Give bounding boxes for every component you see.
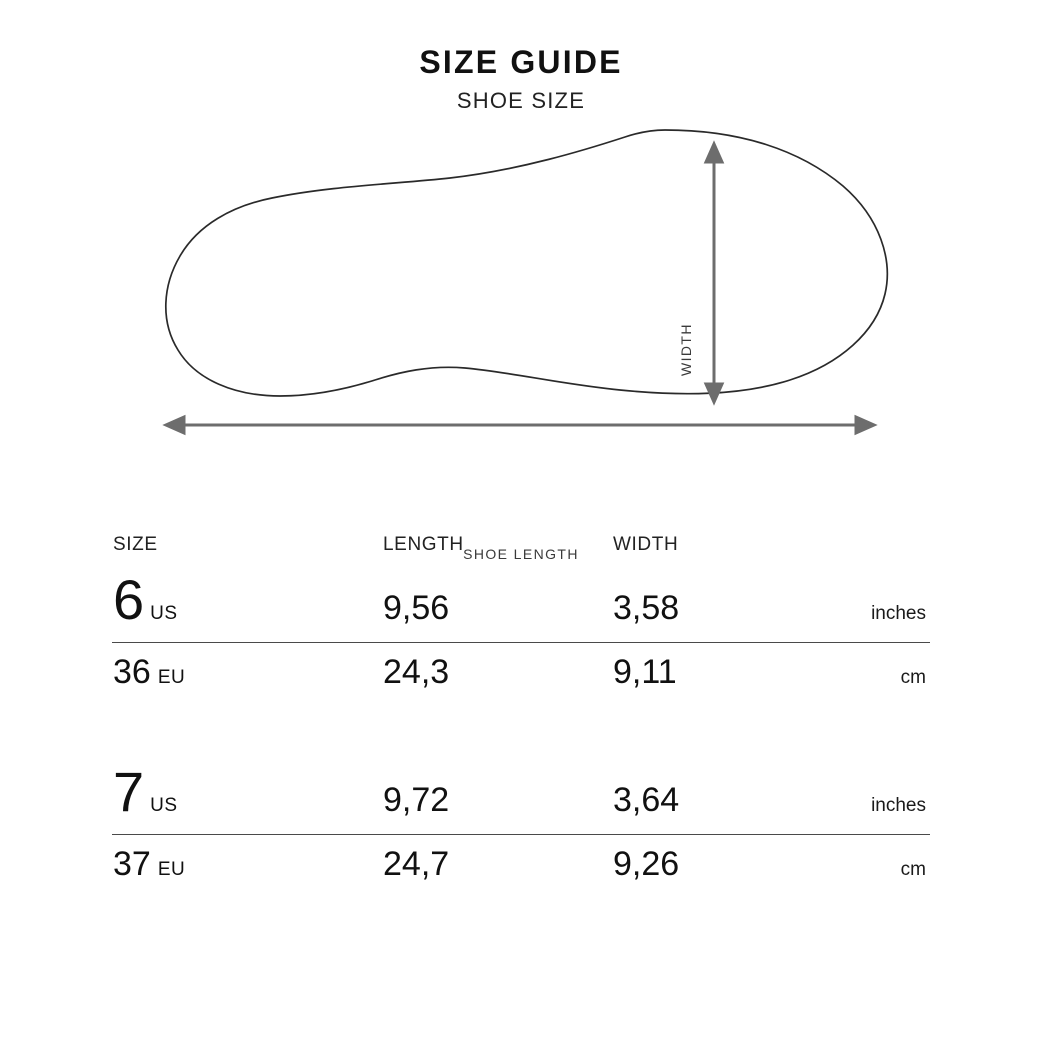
page-title: SIZE GUIDE: [419, 44, 623, 80]
width-value: 9,11: [613, 653, 677, 691]
size-table-body: [112, 570, 930, 900]
column-header-length: LENGTH: [383, 534, 464, 555]
row-spacer-cell: [112, 708, 930, 762]
unit-value: inches: [871, 603, 926, 624]
length-value: 9,72: [383, 781, 450, 819]
unit-value: cm: [900, 859, 926, 880]
width-value: 3,58: [613, 589, 680, 627]
row-spacer: [112, 708, 930, 762]
size-cell: [112, 570, 382, 642]
table-row: [112, 835, 930, 901]
page-header: [0, 0, 1042, 114]
page-subtitle: SHOE SIZE: [456, 87, 586, 113]
size-table-wrapper: [112, 533, 930, 900]
width-value: 9,26: [613, 845, 680, 883]
length-arrow: [166, 417, 874, 433]
size-cell: [112, 643, 382, 709]
size-system: EU: [157, 859, 186, 880]
table-row: [112, 762, 930, 834]
shoe-outline-svg: [0, 128, 1042, 478]
shoe-outline-path: [166, 130, 887, 396]
size-table-head: [112, 533, 930, 570]
length-value: 9,56: [383, 589, 450, 627]
table-row: [112, 643, 930, 709]
size-table: [112, 533, 930, 900]
unit-value: cm: [900, 667, 926, 688]
width-value: 3,64: [613, 781, 680, 819]
unit-value: inches: [871, 795, 926, 816]
size-system: EU: [157, 667, 186, 688]
column-header-width: WIDTH: [613, 534, 679, 555]
size-system: US: [150, 603, 178, 624]
size-cell: [112, 762, 382, 834]
table-row: [112, 570, 930, 642]
length-value: 24,7: [383, 845, 450, 883]
width-dimension-label: WIDTH: [678, 322, 694, 376]
column-header-size: SIZE: [113, 534, 158, 555]
length-dimension-label: SHOE LENGTH: [463, 545, 579, 562]
size-value: 37: [113, 845, 151, 883]
size-value: 7: [113, 760, 144, 823]
size-cell: [112, 835, 382, 901]
table-header-row: [112, 533, 930, 570]
size-system: US: [150, 795, 178, 816]
size-value: 6: [113, 568, 144, 631]
size-value: 36: [113, 653, 151, 691]
column-header-unit: [832, 533, 930, 570]
length-value: 24,3: [383, 653, 450, 691]
